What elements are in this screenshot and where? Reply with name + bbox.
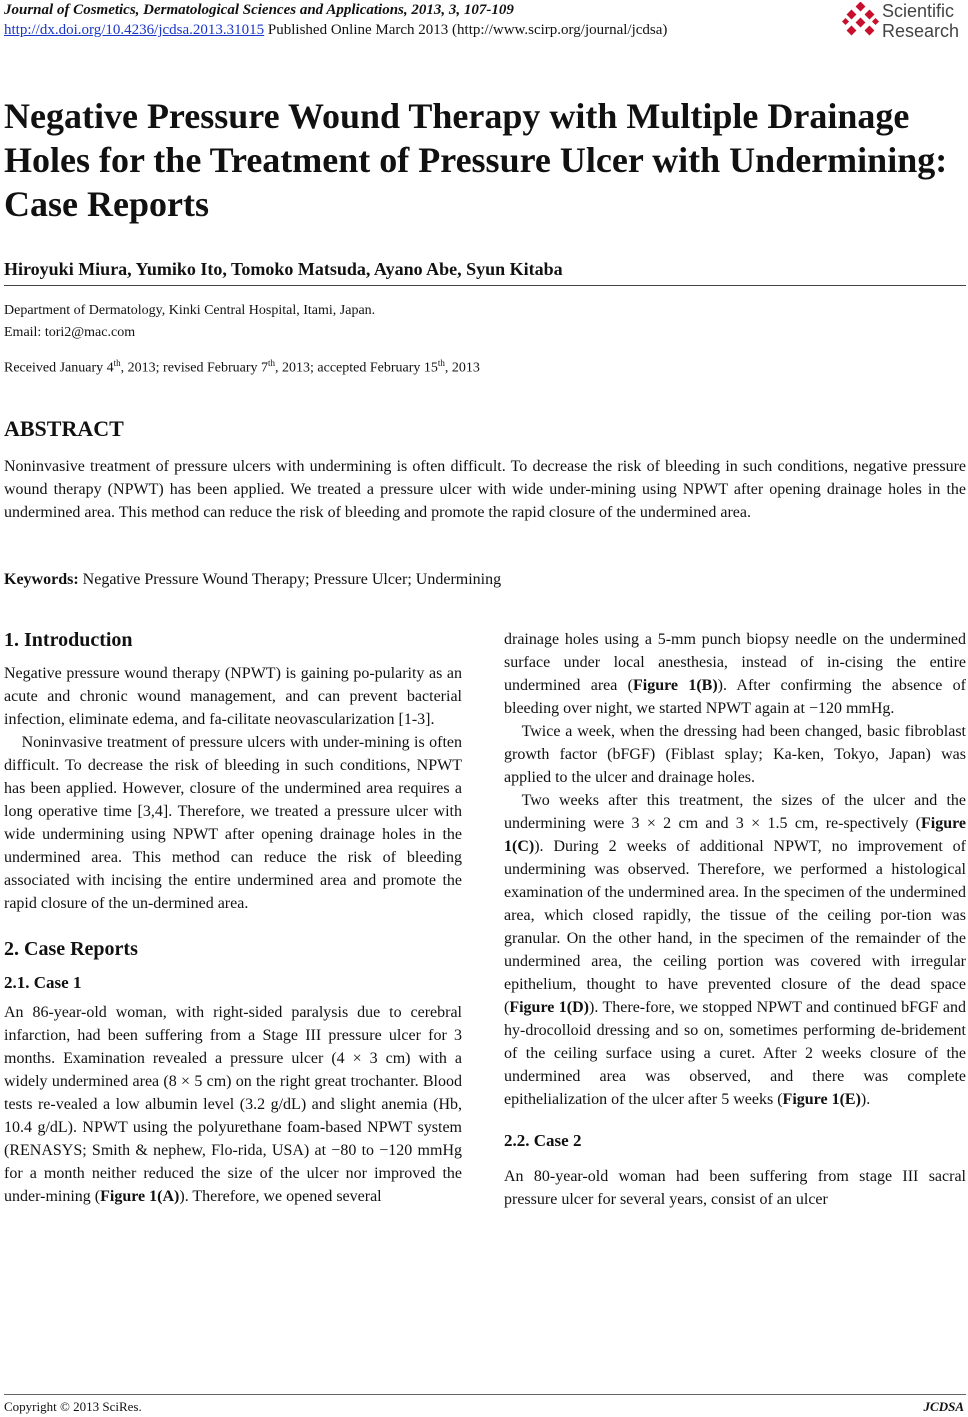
- journal-citation: Journal of Cosmetics, Dermatological Sciences and Applications, 2013, 3, 107-109: [4, 2, 514, 18]
- paragraph: An 86-year-old woman, with right-sided paralysis due to cerebral infarction, had been suffering from a Stage III pressure ulcer for 3 months. Examination revealed a pressure ulcer (4 × 3 cm) with a widely undermined area (8 × 5 cm) on the right great trochanter. Blood tests re-vealed a low albumin level (3.2 g/dL) and slight anemia (Hb, 10.4 g/dL). NPWT using the polyurethane foam-based NPWT system (RENASYS; Smith & nephew, Flo-rida, USA) at −80 to −120 mmHg for a month neither reduced the size of the ulcer nor improved the under-mining (Figure 1(A)). Therefore, we opened several: [4, 1004, 462, 1205]
- figure-ref[interactable]: Figure 1(A): [100, 1188, 180, 1205]
- authors: Hiroyuki Miura, Yumiko Ito, Tomoko Matsuda, Ayano Abe, Syun Kitaba: [4, 259, 563, 279]
- publication-info: Published Online March 2013 (http://www.scirp.org/journal/jcdsa): [264, 22, 668, 38]
- received-dates: Received January 4th, 2013; revised February 7th, 2013; accepted February 15th, 2013: [4, 358, 480, 376]
- email: Email: tori2@mac.com: [4, 325, 136, 340]
- article-title: Negative Pressure Wound Therapy with Multiple Drainage Holes for the Treatment of Pressure Ulcer with Undermining: Case Reports: [4, 96, 948, 224]
- keywords-list: Negative Pressure Wound Therapy; Pressure Ulcer; Undermining: [78, 571, 502, 588]
- copyright: Copyright © 2013 SciRes.: [4, 1399, 142, 1414]
- paragraph: Twice a week, when the dressing had been changed, basic fibroblast growth factor (bFGF) (Fiblast splay; Ka-ken, Tokyo, Japan) was applied to the ulcer and drainage holes.: [504, 723, 966, 786]
- scientific-research-logo-icon: [842, 2, 880, 40]
- abstract-heading: ABSTRACT: [4, 416, 124, 441]
- subsection-heading-case-1: 2.1. Case 1: [4, 973, 82, 992]
- section-heading-case-reports: 2. Case Reports: [4, 938, 138, 960]
- affiliation: Department of Dermatology, Kinki Central Hospital, Itami, Japan.: [4, 303, 376, 318]
- paragraph: Noninvasive treatment of pressure ulcers with under-mining is often difficult. To decrease the risk of bleeding in such conditions, NPWT has been applied. However, closure of the undermined area requires a long operative time [3,4]. Therefore, we treated a pressure ulcer with wide undermining using NPWT after opening drainage holes in the undermined area. This method can reduce the risk of bleeding associated with incising the entire undermined area and promote the rapid closure of the un-dermined area.: [4, 734, 462, 912]
- section-heading-introduction: 1. Introduction: [4, 629, 133, 651]
- paragraph: Negative pressure wound therapy (NPWT) is gaining po-pularity as an acute and chronic wound management, and can prevent bacterial infection, eliminate edema, and fa-cilitate neovascularization [1-3].: [4, 665, 462, 728]
- keywords-label: Keywords:: [4, 571, 79, 588]
- footer-divider: [4, 1394, 966, 1395]
- figure-ref[interactable]: Figure 1(C): [504, 815, 966, 855]
- affiliation-block: [4, 300, 375, 344]
- logo-line-1: Scientific: [882, 1, 955, 21]
- paragraph: An 80-year-old woman had been suffering from stage III sacral pressure ulcer for several years, consist of an ulcer: [504, 1168, 966, 1208]
- paragraph-continued: drainage holes using a 5-mm punch biopsy needle on the undermined surface under local anesthesia, instead of in-cising the entire undermined area (Figure 1(B)). After confirming the absence of bleeding over night, we started NPWT again at −120 mmHg.: [504, 631, 966, 717]
- left-column: [4, 628, 462, 1208]
- journal-abbreviation: JCDSA: [923, 1399, 964, 1414]
- figure-ref[interactable]: Figure 1(B): [633, 677, 718, 694]
- logo-line-2: Research: [882, 21, 960, 41]
- keywords: [4, 571, 501, 589]
- header-divider: [4, 285, 966, 286]
- publisher-logo: [842, 0, 964, 44]
- figure-ref[interactable]: Figure 1(E): [782, 1091, 861, 1108]
- subsection-heading-case-2: 2.2. Case 2: [504, 1131, 582, 1150]
- figure-ref[interactable]: Figure 1(D): [509, 999, 590, 1016]
- logo-text: [882, 1, 959, 41]
- abstract-text: Noninvasive treatment of pressure ulcers with undermining is often difficult. To decrease the risk of bleeding in such conditions, negative pressure wound therapy (NPWT) has been applied. We treated a pressure ulcer with wide under-mining using NPWT after opening drainage holes in the undermined area. This method can reduce the risk of bleeding and promote the rapid closure of the undermined area.: [4, 458, 966, 521]
- paragraph: Two weeks after this treatment, the sizes of the ulcer and the undermining were 3 × 2 cm and 3 × 1.5 cm, re-spectively (Figure 1(C)). During 2 weeks of additional NPWT, no improvement of undermining was observed. Therefore, we performed a histological examination of the undermined area. In the specimen of the undermined area, which closed rapidly, the tissue of the ceiling por-tion was granular. On the other hand, in the specimen of the remainder of the undermined area, the ceiling portion was covered with irregular epithelium, thought to have prevented closure of the dead space (Figure 1(D)). There-fore, we stopped NPWT and continued bFGF and hy-drocolloid dressing and so on, sometimes performing de-bridement of the ceiling surface using a curet. After 2 weeks closure of the undermined area was observed, and there was complete epithelialization of the ulcer after 5 weeks (Figure 1(E)).: [504, 792, 967, 1108]
- doi-link[interactable]: http://dx.doi.org/10.4236/jcdsa.2013.31015: [4, 22, 265, 38]
- doi-line: [4, 22, 667, 39]
- right-column: [504, 628, 966, 1211]
